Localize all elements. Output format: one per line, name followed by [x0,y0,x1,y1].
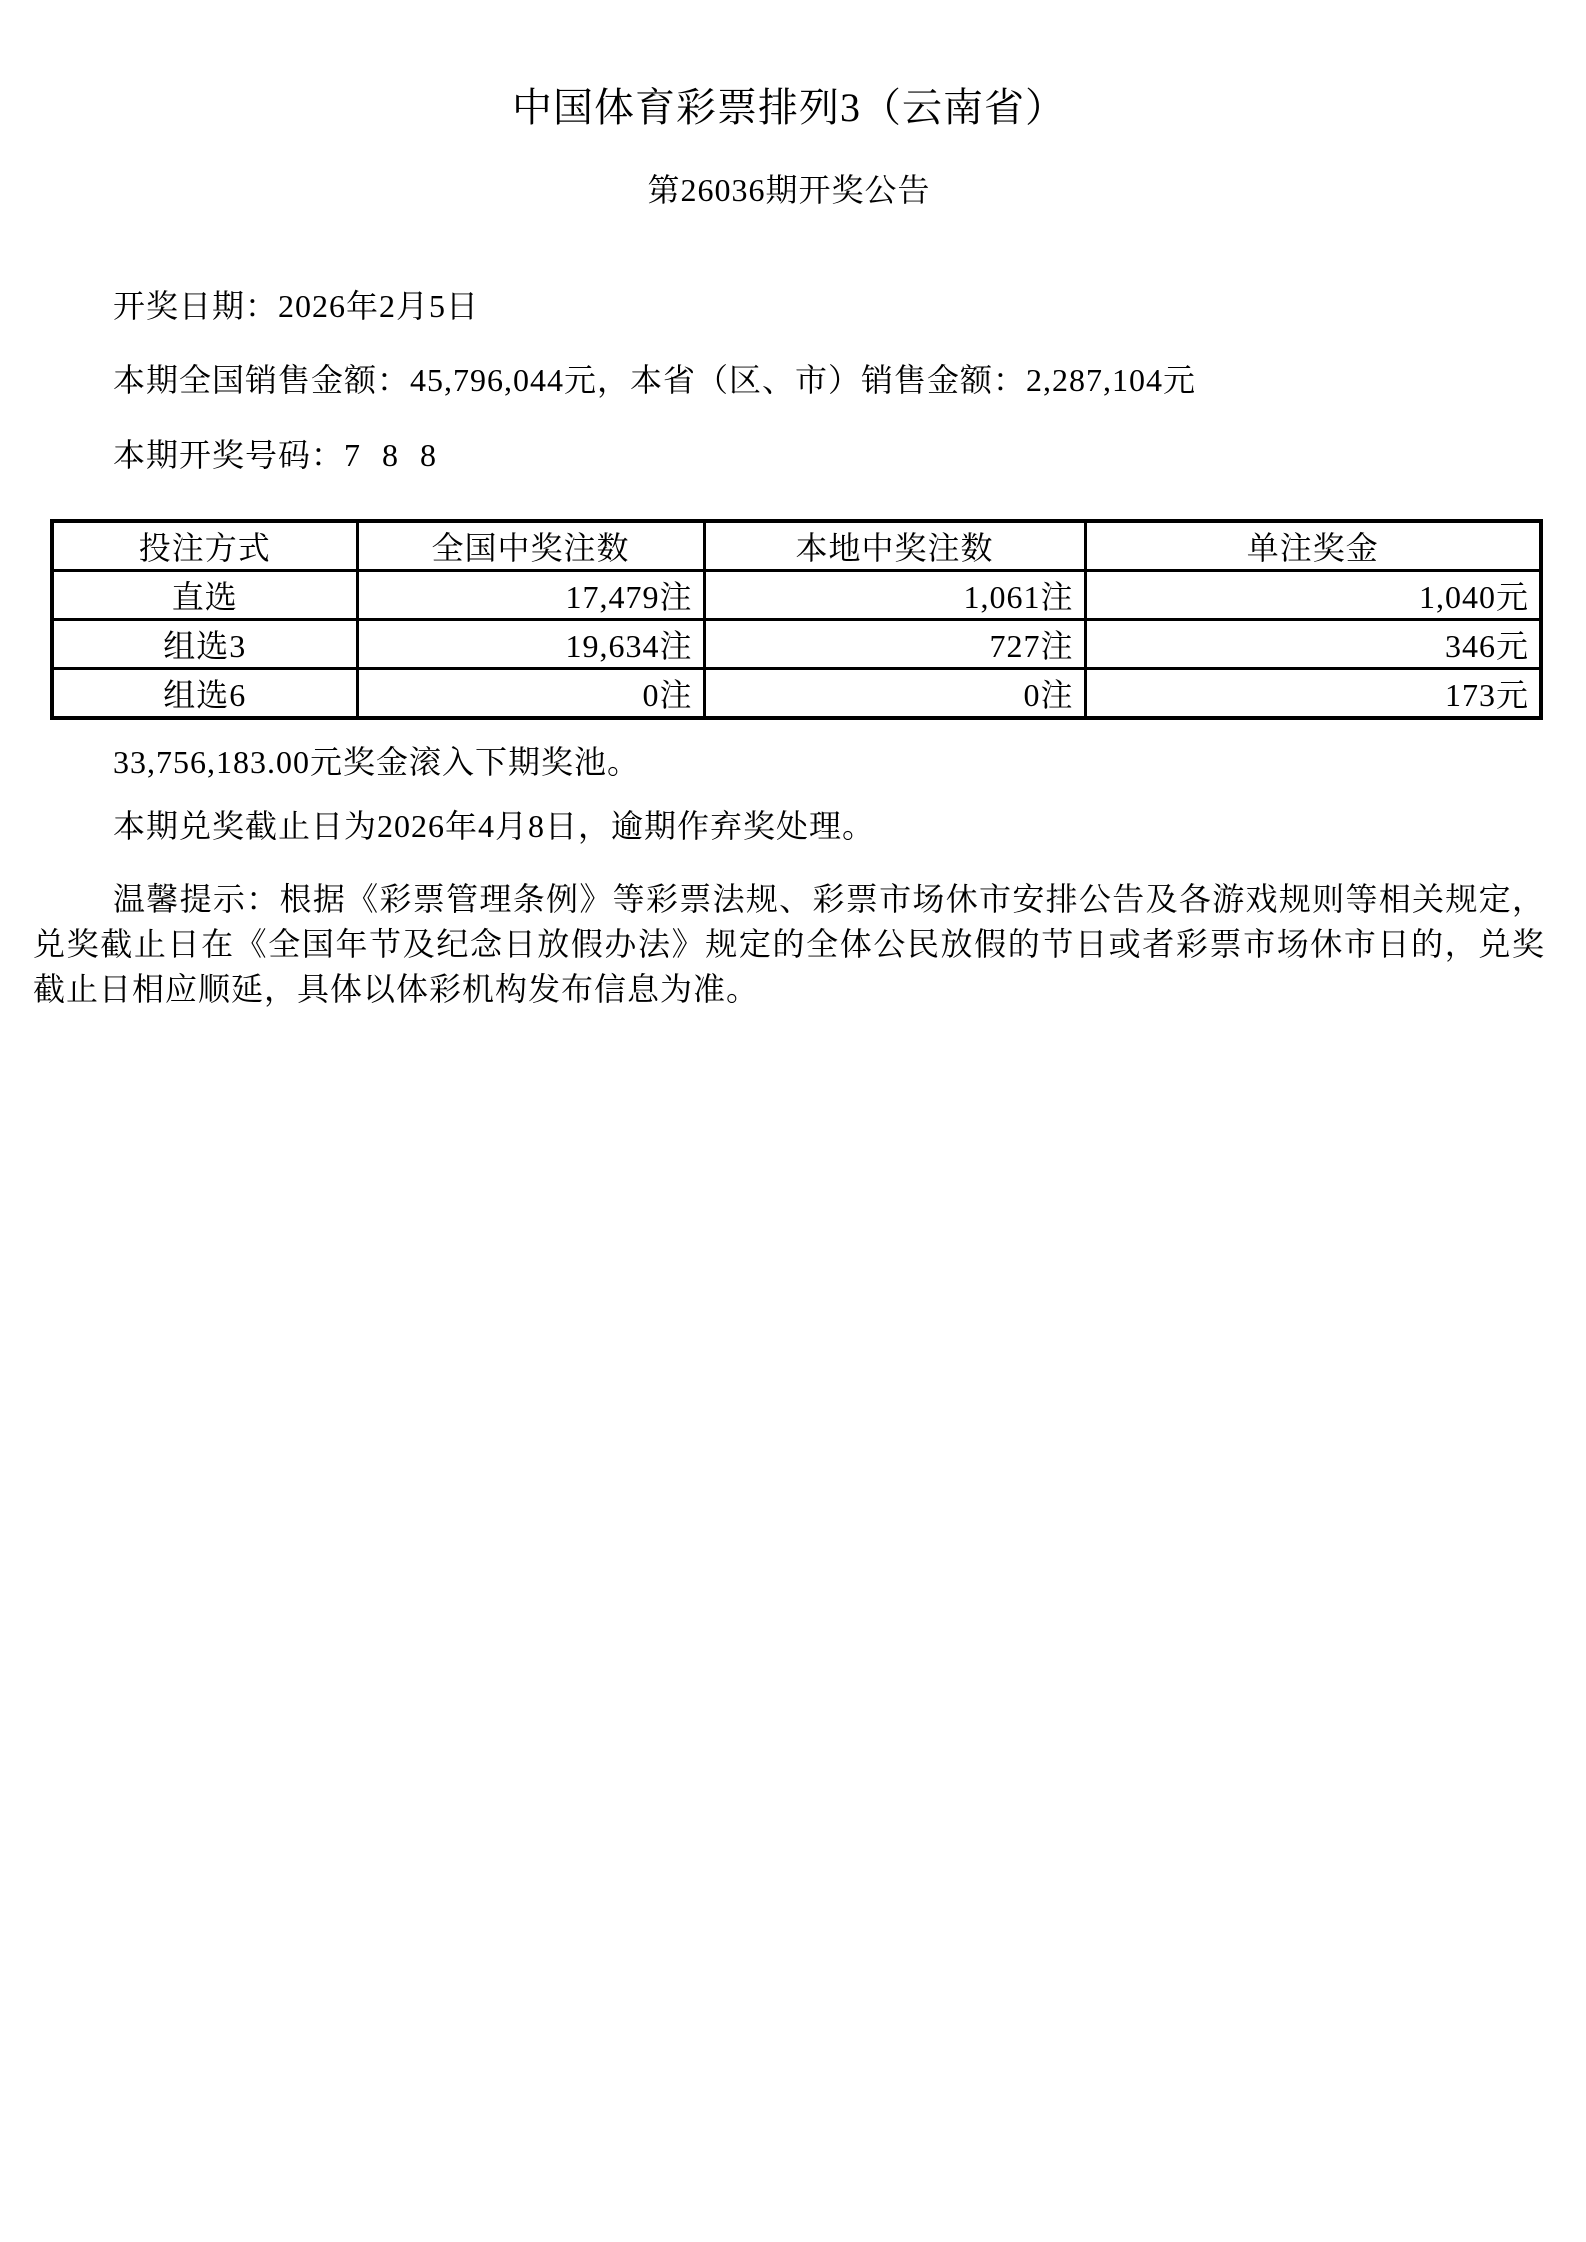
prize-table-row-zuxuan6 [52,669,1541,719]
cell-prize-amount: 1,040元 [1085,571,1541,620]
draw-numbers-value: 7 8 8 [344,437,438,473]
cell-bet-type: 组选6 [52,669,357,719]
prize-table-row-zhixuan [52,571,1541,620]
draw-date-line: 开奖日期：2026年2月5日 [113,288,480,324]
cell-bet-type: 直选 [52,571,357,620]
page-subtitle: 第26036期开奖公告 [647,172,931,208]
col-header-bet-type: 投注方式 [52,521,357,571]
col-header-national-count: 全国中奖注数 [357,521,704,571]
cell-local-count: 727注 [704,620,1085,669]
prize-table-header-row [52,521,1541,571]
sales-amount-line: 本期全国销售金额：45,796,044元，本省（区、市）销售金额：2,287,104元 [113,362,1197,398]
page-title: 中国体育彩票排列3（云南省） [512,85,1066,130]
notice-paragraph: 温馨提示：根据《彩票管理条例》等彩票法规、彩票市场休市安排公告及各游戏规则等相关规定，兑奖截止日在《全国年节及纪念日放假办法》规定的全体公民放假的节日或者彩票市场休市日的，兑奖截止日相应顺延，具体以体彩机构发布信息为准。 [33,881,1545,1007]
cell-national-count: 0注 [357,669,704,719]
col-header-local-count: 本地中奖注数 [704,521,1085,571]
deadline-line: 本期兑奖截止日为2026年4月8日，逾期作弃奖处理。 [113,808,876,844]
cell-national-count: 19,634注 [357,620,704,669]
prize-table [50,519,1543,720]
rollover-line: 33,756,183.00元奖金滚入下期奖池。 [113,744,641,780]
cell-local-count: 0注 [704,669,1085,719]
cell-bet-type: 组选3 [52,620,357,669]
cell-prize-amount: 173元 [1085,669,1541,719]
cell-national-count: 17,479注 [357,571,704,620]
draw-numbers-line [33,437,1545,473]
cell-prize-amount: 346元 [1085,620,1541,669]
cell-local-count: 1,061注 [704,571,1085,620]
draw-numbers-label: 本期开奖号码： [113,437,345,473]
prize-table-row-zuxuan3 [52,620,1541,669]
col-header-prize-amount: 单注奖金 [1085,521,1541,571]
